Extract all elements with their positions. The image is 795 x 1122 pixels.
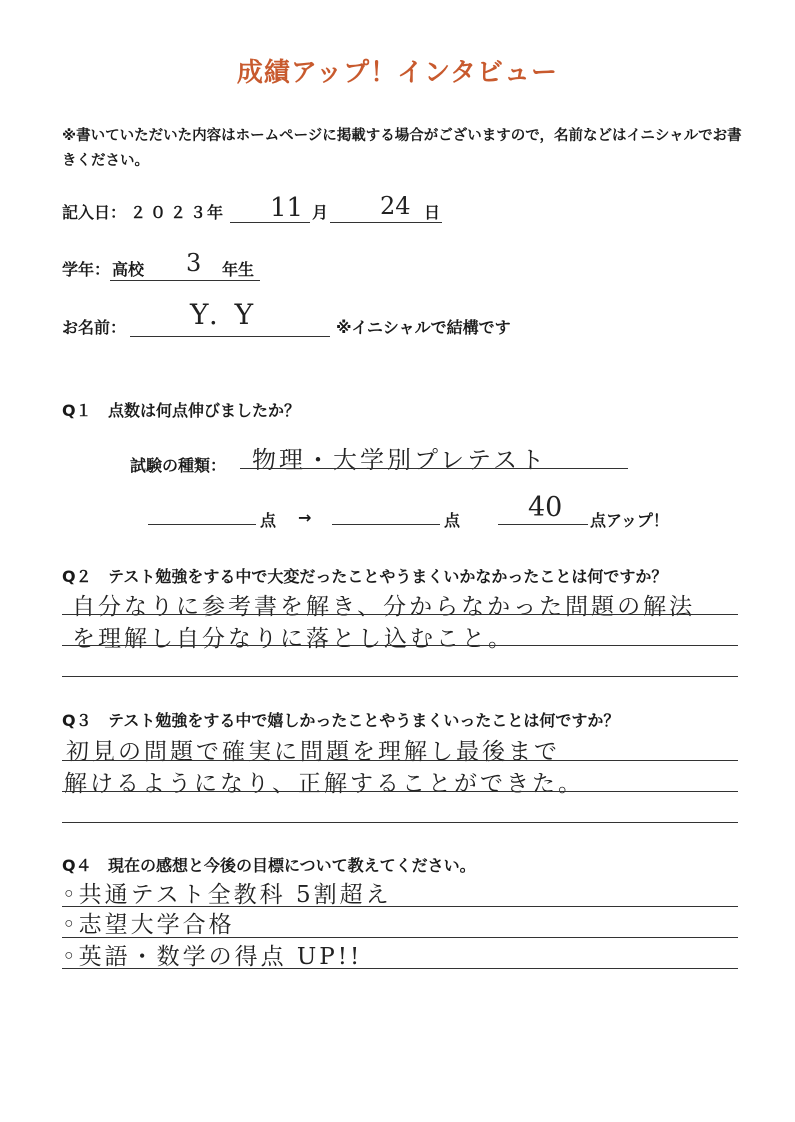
name-value[interactable]: Y. Y [190, 298, 258, 331]
q1-after-line [332, 524, 440, 525]
q1-before-line [148, 524, 256, 525]
privacy-notice: ※書いていただいた内容はホームページに掲載する場合がございますので，名前などはイニシャルでお書きください。 [62, 128, 742, 169]
q4-question: 現在の感想と今後の目標について教えてください。 [108, 856, 476, 875]
q1-exam-label: 試験の種類： [130, 456, 227, 475]
q3-rule-1 [62, 760, 738, 761]
date-month-value[interactable]: 11 [270, 193, 304, 223]
q4-answer-line-2[interactable]: ◦志望大学合格 [62, 912, 235, 938]
q3-answer-line-2[interactable]: 解けるようになり、正解することができた。 [64, 771, 584, 797]
q2-rule-3 [62, 676, 738, 677]
name-line [130, 336, 330, 337]
q4-number: Q４ [62, 856, 92, 875]
name-label: お名前： [62, 318, 127, 337]
grade-school: 高校 [112, 260, 145, 279]
q1-exam-line [240, 468, 628, 469]
q1-increase-line [498, 524, 588, 525]
q2-question: テスト勉強をする中で大変だったことやうまくいかなかったことは何ですか？ [108, 567, 668, 586]
q2-answer-line-2[interactable]: を理解し自分なりに落とし込むこと。 [72, 626, 514, 652]
q1-before-unit: 点 [260, 511, 277, 530]
q1-increase-unit: 点アップ！ [590, 511, 669, 530]
date-month-unit: 月 [312, 203, 329, 222]
q1-number: Q１ [62, 401, 92, 420]
q1-exam-value[interactable]: 物理・大学別プレテスト [252, 446, 548, 474]
grade-value[interactable]: 3 [186, 249, 202, 277]
q1-question: 点数は何点伸びましたか？ [108, 401, 301, 420]
q2-number: Q２ [62, 567, 92, 586]
q4-answer-line-1[interactable]: ◦共通テスト全教科 5割超え [62, 882, 392, 908]
date-day-value[interactable]: 24 [380, 192, 411, 220]
grade-line [110, 280, 260, 281]
q1-increase-value[interactable]: 40 [528, 492, 563, 523]
grade-label: 学年： [62, 260, 111, 279]
name-note: ※イニシャルで結構です [336, 318, 511, 337]
date-day-unit: 日 [424, 203, 441, 222]
q2-rule-1 [62, 614, 738, 615]
q1-after-unit: 点 [444, 511, 461, 530]
q3-number: Q３ [62, 711, 92, 730]
date-label: 記入日： [62, 203, 127, 222]
q4-rule-2 [62, 937, 738, 938]
q4-rule-3 [62, 968, 738, 969]
date-year-unit: 年 [207, 203, 224, 222]
q4-rule-1 [62, 906, 738, 907]
q3-rule-2 [62, 791, 738, 792]
q3-question: テスト勉強をする中で嬉しかったことやうまくいったことは何ですか？ [108, 711, 620, 730]
date-year: ２０２３ [130, 203, 211, 222]
q4-answer-line-3[interactable]: ◦英語・数学の得点 UP!! [62, 944, 363, 970]
q3-rule-3 [62, 822, 738, 823]
q2-answer-line-1[interactable]: 自分なりに参考書を解き、分からなかった問題の解法 [72, 594, 696, 620]
q3-answer-line-1[interactable]: 初見の問題で確実に問題を理解し最後まで [66, 739, 560, 765]
q1-arrow: → [298, 508, 312, 527]
page-title: 成績アップ！インタビュー [236, 58, 559, 88]
grade-unit: 年生 [222, 260, 255, 279]
q2-rule-2 [62, 645, 738, 646]
date-day-line [330, 222, 442, 223]
date-month-line [230, 222, 310, 223]
